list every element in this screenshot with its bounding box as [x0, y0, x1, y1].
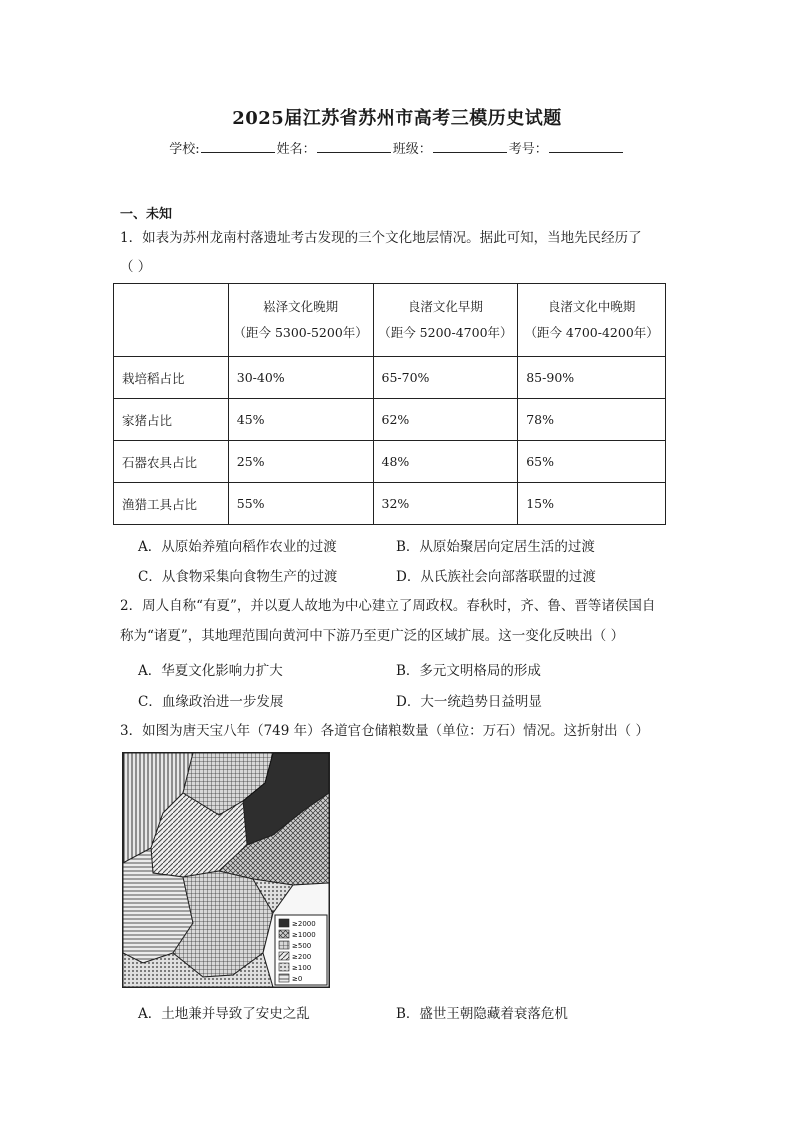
q2-option-a[interactable]: A．华夏文化影响力扩大	[138, 663, 283, 679]
legend-label: ≥1000	[292, 931, 316, 939]
legend-label: ≥0	[292, 975, 303, 983]
legend-label: ≥100	[292, 964, 312, 972]
exam-no-blank[interactable]	[549, 140, 623, 153]
q2-stem-line2: 称为“诸夏”，其地理范围向黄河中下游乃至更广泛的区域扩展。这一变化反映出（ ）	[120, 628, 625, 644]
q2-option-b[interactable]: B．多元文明格局的形成	[396, 663, 541, 679]
map-graphic	[123, 753, 329, 987]
table-cell: 45%	[228, 399, 373, 441]
table-cell: 30-40%	[228, 357, 373, 399]
q1-option-d[interactable]: D．从氏族社会向部落联盟的过渡	[396, 569, 596, 585]
row-label: 家猪占比	[114, 399, 229, 441]
q2-option-c[interactable]: C．血缘政治进一步发展	[138, 694, 284, 710]
q1-option-a[interactable]: A．从原始养殖向稻作农业的过渡	[138, 539, 337, 555]
row-label: 栽培稻占比	[114, 357, 229, 399]
table-corner-cell	[114, 284, 229, 357]
table-cell: 32%	[373, 483, 518, 525]
header-period: （距今 5300-5200年）	[233, 325, 368, 340]
header-name: 良渚文化早期	[407, 299, 483, 314]
table-row	[114, 441, 666, 483]
table-row	[114, 483, 666, 525]
q1-option-c[interactable]: C．从食物采集向食物生产的过渡	[138, 569, 338, 585]
table-header-cell	[373, 284, 518, 357]
school-blank[interactable]	[201, 140, 275, 153]
table-cell: 55%	[228, 483, 373, 525]
table-header-cell	[518, 284, 666, 357]
table-cell: 25%	[228, 441, 373, 483]
table-cell: 65%	[518, 441, 666, 483]
q3-option-a[interactable]: A．土地兼并导致了安史之乱	[138, 1006, 310, 1022]
row-label: 渔猎工具占比	[114, 483, 229, 525]
table-cell: 78%	[518, 399, 666, 441]
exam-no-label: 考号：	[508, 142, 548, 157]
legend-label: ≥200	[292, 953, 312, 961]
section-heading: 一、未知	[120, 207, 173, 222]
table-row	[114, 357, 666, 399]
tang-granary-map	[122, 752, 330, 988]
q1-stem-line2: （ ）	[120, 259, 152, 275]
class-blank[interactable]	[433, 140, 507, 153]
name-label: 姓名：	[276, 142, 316, 157]
table-row	[114, 399, 666, 441]
header-name: 良渚文化中晚期	[547, 299, 636, 314]
table-cell: 62%	[373, 399, 518, 441]
table-cell: 48%	[373, 441, 518, 483]
school-label: 学校:	[169, 142, 200, 157]
q2-option-d[interactable]: D．大一统趋势日益明显	[396, 694, 542, 710]
row-label: 石器农具占比	[114, 441, 229, 483]
class-label: 班级：	[392, 142, 432, 157]
student-info-line	[0, 138, 794, 157]
q1-table	[113, 283, 666, 525]
table-cell: 15%	[518, 483, 666, 525]
table-header-cell	[228, 284, 373, 357]
q3-option-b[interactable]: B．盛世王朝隐藏着衰落危机	[396, 1006, 568, 1022]
table-cell: 85-90%	[518, 357, 666, 399]
legend-label: ≥2000	[292, 920, 316, 928]
q2-stem-line1: 2．周人自称“有夏”，并以夏人故地为中心建立了周政权。春秋时，齐、鲁、晋等诸侯国自	[120, 598, 656, 614]
q1-option-b[interactable]: B．从原始聚居向定居生活的过渡	[396, 539, 595, 555]
q3-stem-line1: 3．如图为唐天宝八年（749 年）各道官仓储粮数量（单位：万石）情况。这折射出（ ）	[120, 723, 649, 739]
table-cell: 65-70%	[373, 357, 518, 399]
header-period: （距今 5200-4700年）	[378, 325, 513, 340]
table-header-row	[114, 284, 666, 357]
legend-label: ≥500	[292, 942, 312, 950]
q1-stem-line1: 1．如表为苏州龙南村落遗址考古发现的三个文化地层情况。据此可知，当地先民经历了	[120, 230, 642, 246]
page-title: 2025届江苏省苏州市高考三模历史试题	[232, 108, 562, 129]
header-period: （距今 4700-4200年）	[524, 325, 659, 340]
header-name: 崧泽文化晚期	[263, 299, 339, 314]
name-blank[interactable]	[317, 140, 391, 153]
